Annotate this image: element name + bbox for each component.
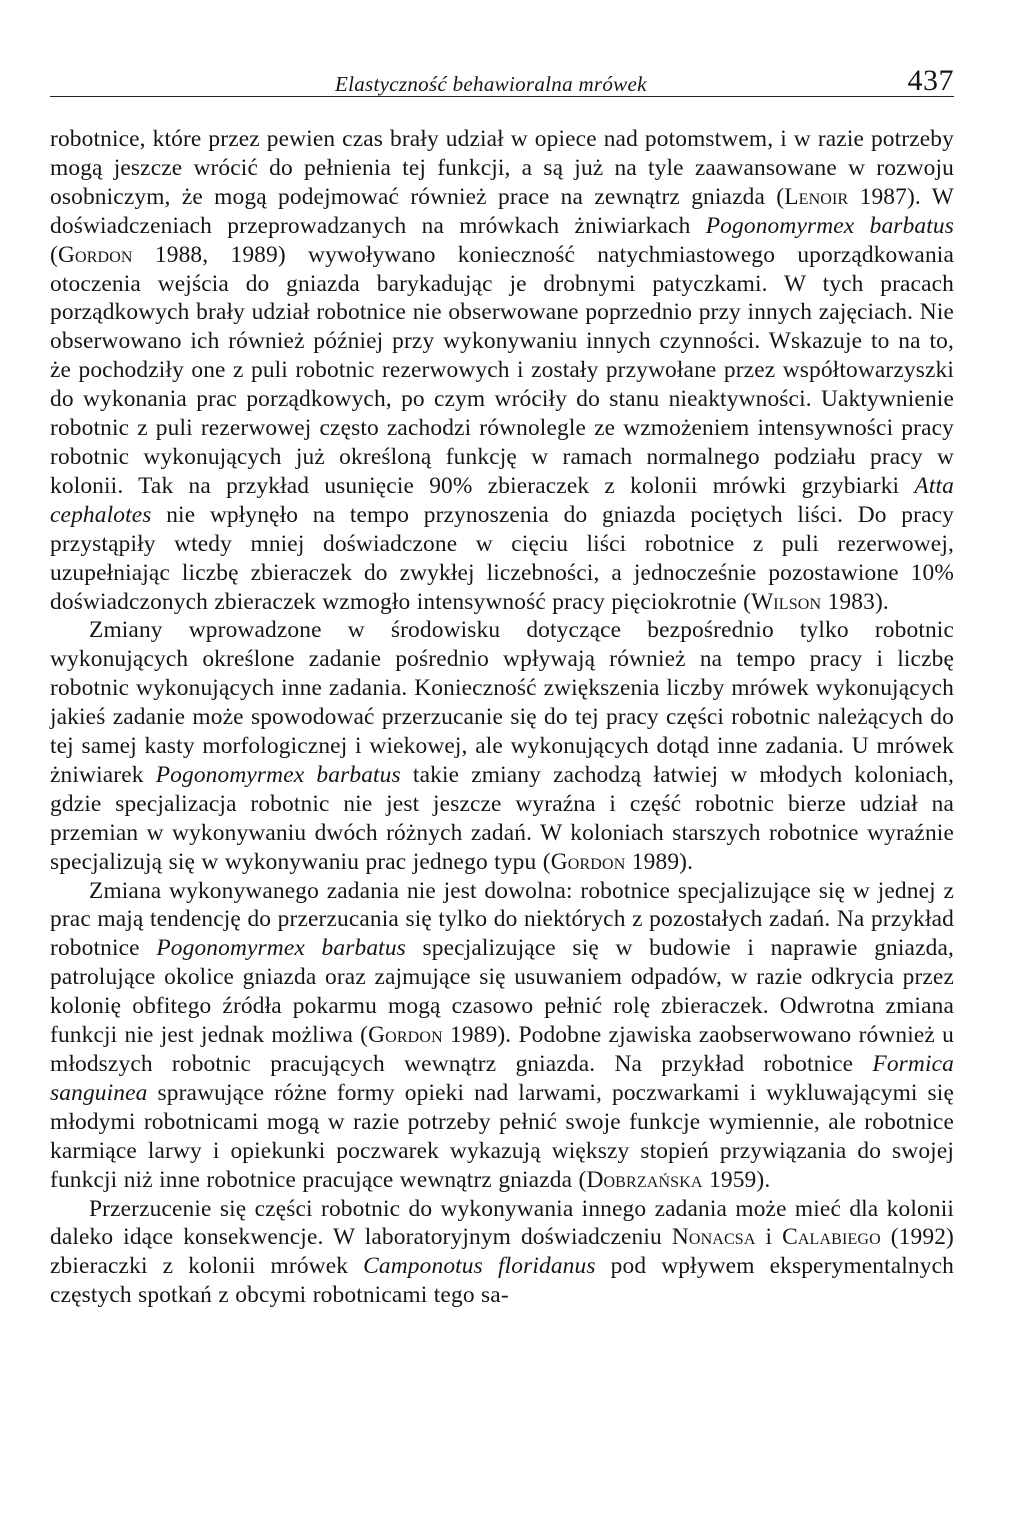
text-run: nie wpłynęło na tempo przynoszenia do gniazda pociętych liści. Do pracy przystąpiły wtedy mniej doświadczone w cięciu liści robotnice z puli rezerwowej, uzupełniając liczbę zbieraczek do zwykłej liczebności, a jednocześnie pozostawione 10% doświadczonych zbieraczek wzmogło intensywność pracy pięciokrotnie ( <box>50 501 954 615</box>
author-citation: Gordon <box>57 241 133 268</box>
running-header <box>50 62 954 97</box>
body-text <box>50 125 954 1310</box>
text-run: robotnice, które przez pewien czas brały udział w opiece nad potomstwem, i w razie potrzeby mogą jeszcze wrócić do pełnienia tej funkcji, a są już na tyle zaawansowane w rozwoju osobniczym, że mogą podejmować również prace na zewnątrz gniazda ( <box>50 126 954 210</box>
author-citation: Gordon <box>368 1022 443 1049</box>
text-run: i <box>755 1224 783 1251</box>
species-name: Pogonomyrmex barbatus <box>155 761 401 788</box>
author-citation: Nonacsa <box>671 1224 756 1251</box>
text-run: 1989). <box>625 848 694 875</box>
text-run: takie zmiany zachodzą łatwiej w młodych koloniach, gdzie specjalizacja robotnic nie jest jeszcze wyraźna i część robotnic bierze udział na przemian w wykonywaniu dwóch różnych zadań. W koloniach starszych robotnice wyraźnie specjalizują się w wykonywaniu prac jednego typu ( <box>50 761 955 875</box>
running-header-title: Elastyczność behawioralna mrówek <box>335 72 647 96</box>
text-run: Zmiana wykonywanego zadania nie jest dowolna: robotnice specjalizujące się w jednej z prac mają tendencję do przerzucania się tylko do niektórych z pozostałych zadań. Na przykład robotnice <box>50 877 954 962</box>
text-run: ( <box>50 241 58 268</box>
text-run: Zmiany wprowadzone w środowisku dotyczące bezpośrednio tylko robotnic wykonujących określone zadanie pośrednio wpływają również na tempo pracy i liczbę robotnic wykonujących inne zadania. Konieczność zwiększenia liczby mrówek wykonujących jakieś zadanie może spowodować przerzucanie się do tej pracy części robotnic należących do tej samej kasty morfologicznej i wiekowej, ale wykonujących dotąd inne zadania. U mrówek żniwiarek <box>50 617 954 788</box>
page-number: 437 <box>907 64 954 97</box>
species-name: Pogonomyrmex barbatus <box>705 212 954 239</box>
author-citation: Wilson <box>751 588 822 615</box>
author-citation: Gordon <box>550 848 626 875</box>
text-run: sprawujące różne formy opieki nad larwami, poczwarkami i wykluwającymi się młodymi robotnicami mogą w razie potrzeby pełnić swoje funkcje wymiennie, ale robotnice karmiące larwy i opiekunki poczwarek wykazują większy stopień przywiązania do swojej funkcji niż inne robotnice pracujące wewnątrz gniazda ( <box>50 1079 954 1193</box>
author-citation: Calabiego <box>782 1224 881 1251</box>
text-run: (1992) zbieraczki z kolonii mrówek <box>50 1224 954 1280</box>
text-run: 1989). Podobne zjawiska zaobserwowano również u młodszych robotnic pracujących wewnątrz gniazda. Na przykład robotnice <box>50 1022 954 1077</box>
text-run: specjalizujące się w budowie i naprawie gniazda, patrolujące okolice gniazda oraz zajmujące się usuwaniem odpadów, w razie odkrycia przez kolonię obfitego źródła pokarmu mogą czasowo pełnić rolę zbieraczek. Odwrotna zmiana funkcji nie jest jednak możliwa ( <box>50 935 954 1049</box>
species-name: Pogonomyrmex barbatus <box>156 935 406 962</box>
text-run: Przerzucenie się części robotnic do wykonywania innego zadania może mieć dla kolonii daleko idące konsekwencje. W laboratoryjnym doświadczeniu <box>50 1195 954 1251</box>
paragraph <box>50 125 954 616</box>
paragraph <box>50 877 954 1195</box>
species-name: Formica sanguinea <box>50 1051 954 1106</box>
species-name: Camponotus floridanus <box>363 1253 596 1280</box>
text-run: 1988, 1989) wywoływano konieczność natychmiastowego uporządkowania otoczenia wejścia do gniazda barykadując je drobnymi patyczkami. W tych pracach porządkowych brały udział robotnice nie obserwowane poprzednio przy innych zajęciach. Nie obserwowano ich również później przy wykonywaniu innych czynności. Wskazuje to na to, że pochodziły one z puli robotnic rezerwowych i zostały przywołane przez współtowarzyszki do wykonania prac porządkowych, po czym wróciły do stanu nieaktywności. Uaktywnienie robotnic z puli rezerwowej często zachodzi równolegle ze wzmożeniem intensywności pracy robotnic wykonujących już określoną funkcję w ramach normalnego podziału pracy w kolonii. Tak na przykład usunięcie 90% zbieraczek z kolonii mrówki grzybiarki <box>50 241 954 499</box>
author-citation: Dobrzańska <box>586 1166 703 1193</box>
book-page <box>50 62 954 1310</box>
paragraph <box>50 616 954 876</box>
species-name: Atta cephalotes <box>50 472 954 528</box>
text-run: 1987). W doświadczeniach przeprowadzanych na mrówkach żniwiarkach <box>50 183 955 239</box>
text-run: pod wpływem eksperymentalnych częstych spotkań z obcymi robotnicami tego sa- <box>50 1253 954 1309</box>
author-citation: Lenoir <box>784 183 849 210</box>
text-run: 1983). <box>821 588 889 615</box>
text-run: 1959). <box>702 1166 771 1193</box>
paragraph <box>50 1195 954 1311</box>
